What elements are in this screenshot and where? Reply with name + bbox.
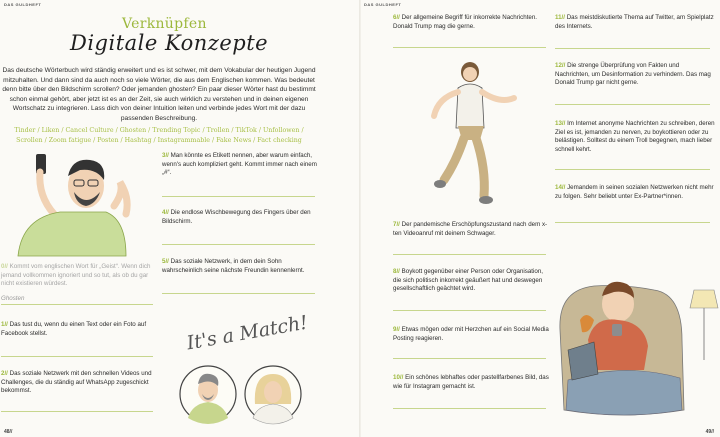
question-1	[1, 321, 155, 338]
question-text: Das soziale Netzwerk mit den schnellen Videos und Challenges, die du ständig auf WhatsApp zugeschickt bekommst.	[1, 370, 152, 395]
question-0	[1, 263, 155, 289]
runner-illustration	[418, 58, 528, 208]
question-text: Kommt vom englischen Wort für „Geist“. Wenn dich jemand vollkommen ignoriert und so tut, als ob du gar nicht existieren würdest.	[1, 263, 151, 288]
title-kicker: Verknüpfen	[122, 16, 207, 32]
answer-line-7[interactable]	[393, 254, 546, 255]
answer-line-8[interactable]	[393, 310, 546, 311]
answer-line-4[interactable]	[162, 244, 315, 245]
question-8	[393, 268, 551, 294]
question-number: 6//	[393, 14, 400, 21]
word-list: Tinder / Liken / Cancel Culture / Ghosten / Trending Topic / Trollen / TikTok / Unfollowen / Scrollen / Zoom fatigue / Posten / Hashtag / Instagrammable / Fake News / Fact checking	[14, 127, 304, 144]
question-number: 5//	[162, 258, 169, 265]
question-number: 11//	[555, 14, 565, 21]
question-4	[162, 209, 317, 226]
question-text: Der pandemische Erschöpfungszustand nach dem x-ten Videoanruf mit deinem Schwager.	[393, 221, 548, 237]
answer-line-13[interactable]	[555, 169, 710, 170]
question-text: Im Internet anonyme Nachrichten zu schreiben, deren Ziel es ist, jemanden zu nerven, zu boykottieren oder zu belästigen. Solltest du einem Troll begegnen, mach lieber schnell kehrt.	[555, 120, 715, 153]
question-number: 13//	[555, 120, 566, 127]
question-13	[555, 120, 715, 154]
question-14	[555, 184, 715, 201]
page-header-left: DAS GULDHEFT	[4, 2, 42, 7]
question-number: 3//	[162, 152, 169, 159]
answer-line-6[interactable]	[393, 47, 546, 48]
page-title: Digitale Konzepte	[70, 31, 269, 55]
page-gutter	[359, 0, 361, 437]
answer-line-0	[1, 304, 153, 305]
question-6	[393, 14, 551, 31]
question-7	[393, 221, 551, 238]
answer-line-14[interactable]	[555, 222, 710, 223]
question-number: 14//	[555, 184, 566, 191]
answer-line-11[interactable]	[555, 48, 710, 49]
page-header-right: DAS GULDHEFT	[364, 2, 402, 7]
question-text: Boykott gegenüber einer Person oder Organisation, die sich politisch inkorrekt geäußert hat und deswegen gesellschaftlich geächtet wird.	[393, 268, 543, 293]
question-text: Man könnte es Etikett nennen, aber warum einfach, wenn's auch kompliziert geht. Kommt immer nach einem „#“.	[162, 152, 317, 177]
couch-boy-illustration	[554, 250, 718, 422]
match-man-portrait	[178, 364, 238, 424]
answer-line-5[interactable]	[162, 293, 315, 294]
page-number-left: 48//	[4, 429, 13, 435]
page-number-right: 49//	[705, 429, 714, 435]
question-5	[162, 258, 317, 275]
question-3	[162, 152, 317, 178]
question-number: 0//	[1, 263, 8, 270]
answer-line-12[interactable]	[555, 104, 710, 105]
question-text: Die strenge Überprüfung von Fakten und Nachrichten, um Desinformation zu verhindern. Das mag Donald Trump gar nicht gerne.	[555, 62, 711, 87]
question-10	[393, 374, 551, 391]
question-text: Jemandem in seinen sozialen Netzwerken nicht mehr zu folgen. Sehr beliebt unter Ex-Partner*innen.	[555, 184, 714, 200]
question-text: Der allgemeine Begriff für inkorrekte Nachrichten. Donald Trump mag die gerne.	[393, 14, 538, 30]
question-number: 9//	[393, 326, 400, 333]
question-text: Ein schönes lebhaftes oder pastellfarbenes Bild, das wie für Instagram gemacht ist.	[393, 374, 549, 390]
question-text: Das tust du, wenn du einen Text oder ein Foto auf Facebook stellst.	[1, 321, 147, 337]
question-number: 1//	[1, 321, 8, 328]
question-number: 2//	[1, 370, 8, 377]
selfie-man-illustration	[14, 152, 134, 256]
question-9	[393, 326, 551, 343]
answer-line-3[interactable]	[162, 196, 315, 197]
answer-line-9[interactable]	[393, 358, 546, 359]
question-number: 12//	[555, 62, 566, 69]
answer-line-1[interactable]	[1, 356, 153, 357]
question-number: 4//	[162, 209, 169, 216]
answer-line-10[interactable]	[393, 408, 546, 409]
question-number: 8//	[393, 268, 400, 275]
question-12	[555, 62, 715, 88]
question-text: Das soziale Netzwerk, in dem dein Sohn wahrscheinlich seine nächste Freundin kennenlernt.	[162, 258, 305, 274]
question-number: 10//	[393, 374, 404, 381]
intro-text: Das deutsche Wörterbuch wird ständig erweitert und es ist schwer, mit dem Vokabular der heutigen Jugend mitzuhalten. Und dann sind da auch noch so viele Wörter, die aus dem Englischen kommen. Was bedeutet denn bitte über den Bildschirm scrollen? Oder jemanden ghosten? Ein paar dieser Wörter hast du bestimmt schon einmal gehört, aber jetzt ist es an der Zeit, sie auch wirklich zu verstehen und in deinen eigenen Wortschatz zu integrieren. Lass dich von deiner Intuition leiten und verbinde jedes Wort mit der dazu passenden Beschreibung.	[2, 67, 316, 122]
answer-example: Ghosten	[1, 295, 25, 302]
answer-line-2[interactable]	[1, 411, 153, 412]
question-number: 7//	[393, 221, 400, 228]
question-text: Das meistdiskutierte Thema auf Twitter, am Spielplatz des Internets.	[555, 14, 714, 30]
its-a-match-label: It's a Match!	[185, 311, 310, 355]
question-2	[1, 370, 153, 396]
question-11	[555, 14, 715, 31]
question-text: Etwas mögen oder mit Herzchen auf ein Social Media Posting reagieren.	[393, 326, 549, 342]
question-text: Die endlose Wischbewegung des Fingers über den Bildschirm.	[162, 209, 311, 225]
match-woman-portrait	[243, 364, 303, 424]
